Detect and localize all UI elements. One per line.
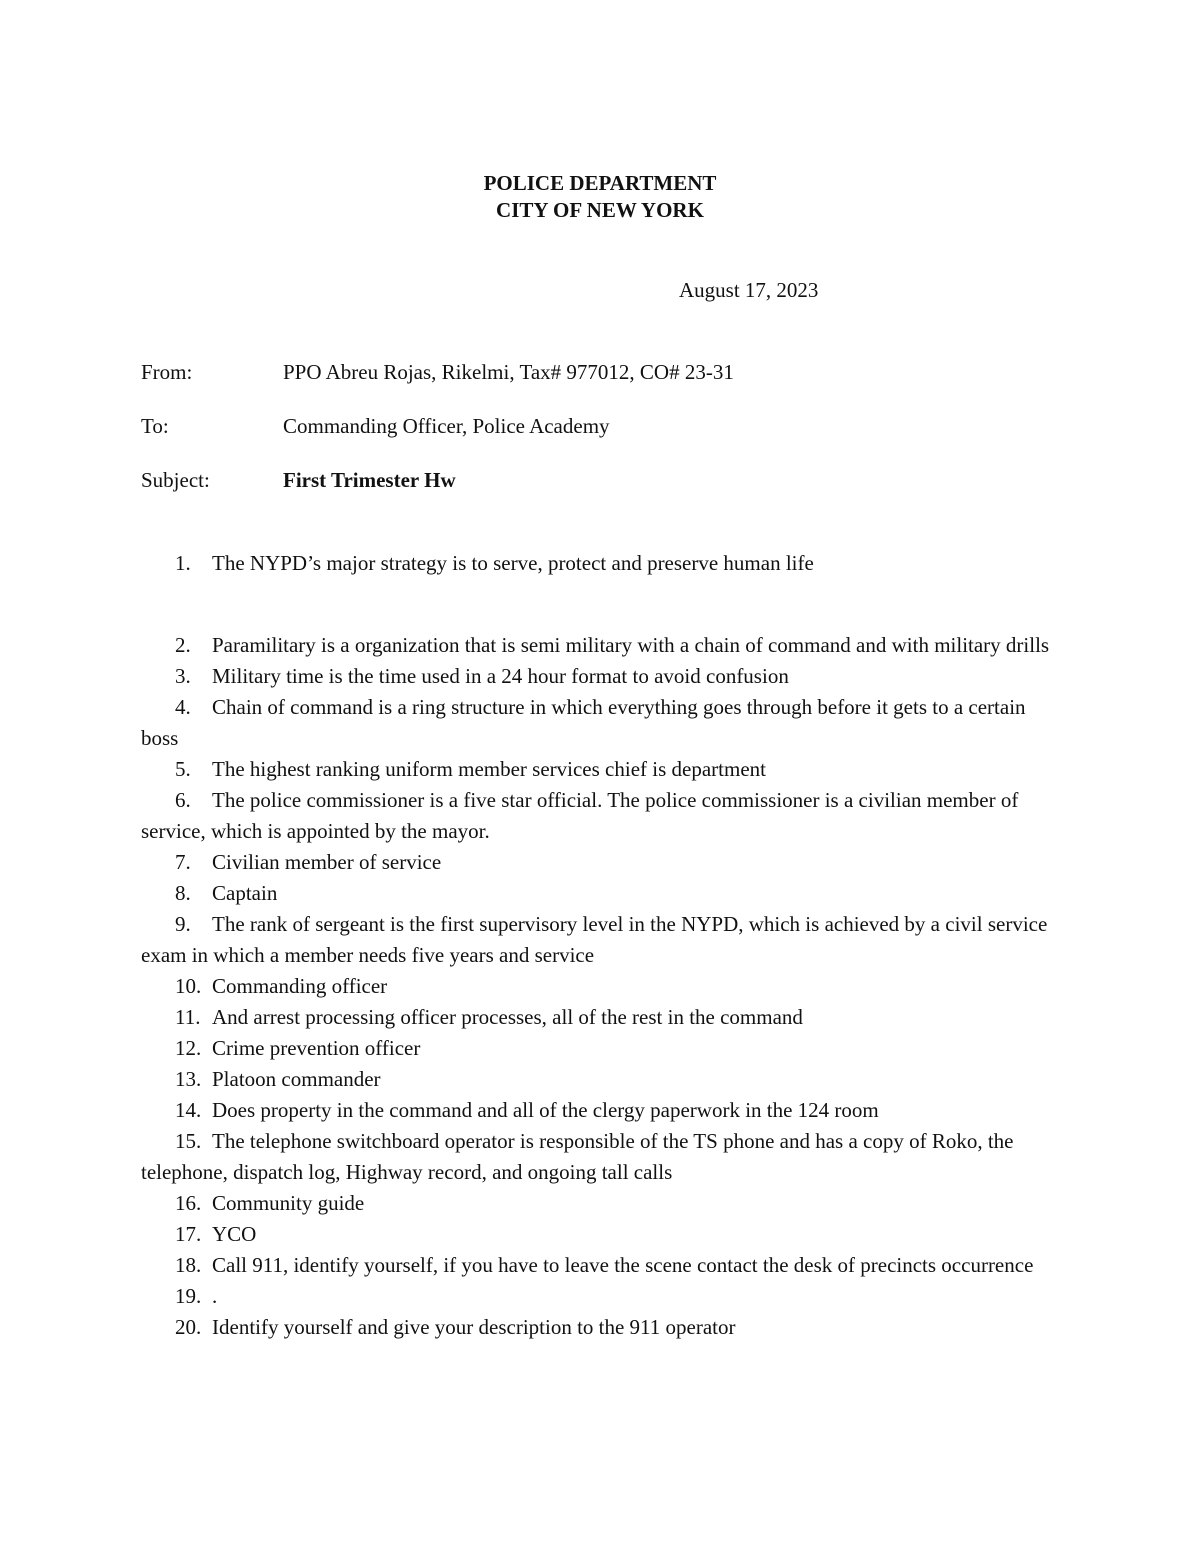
item-text: The telephone switchboard operator is responsible of the TS phone and has a copy of Roko, the telephone, dispatch log, Highway record, and ongoing tall calls [141, 1129, 1014, 1184]
memo-date: August 17, 2023 [679, 278, 819, 302]
item-text: Paramilitary is a organization that is semi military with a chain of command and with military drills [212, 633, 1050, 657]
item-number: 8. [175, 881, 191, 905]
list-item [141, 909, 1061, 971]
from-value: PPO Abreu Rojas, Rikelmi, Tax# 977012, CO# 23-31 [283, 360, 734, 384]
item-text: Does property in the command and all of the clergy paperwork in the 124 room [212, 1098, 879, 1122]
item-text: Military time is the time used in a 24 hour format to avoid confusion [212, 664, 789, 688]
item-text: The police commissioner is a five star official. The police commissioner is a civilian member of service, which is appointed by the mayor. [141, 788, 1019, 843]
list-item [141, 630, 1061, 661]
list-item [141, 754, 1061, 785]
item-number: 13. [175, 1067, 202, 1091]
item-text: Crime prevention officer [212, 1036, 421, 1060]
item-text: Call 911, identify yourself, if you have to leave the scene contact the desk of precincts occurrence [212, 1253, 1034, 1277]
item-number: 3. [175, 664, 191, 688]
list-item [141, 785, 1061, 847]
list-item [141, 1188, 1061, 1219]
list-item [141, 1219, 1061, 1250]
list-item [141, 878, 1061, 909]
item-text: Commanding officer [212, 974, 388, 998]
list-item [141, 1095, 1061, 1126]
list-item [141, 692, 1061, 754]
letterhead [0, 170, 1200, 224]
list-item [141, 1126, 1061, 1188]
item-number: 11. [175, 1005, 201, 1029]
item-number: 6. [175, 788, 191, 812]
item-text: The rank of sergeant is the first supervisory level in the NYPD, which is achieved by a civil service exam in which a member needs five years and service [141, 912, 1048, 967]
answer-list [141, 548, 1061, 1343]
item-text: The NYPD’s major strategy is to serve, protect and preserve human life [212, 551, 814, 575]
item-number: 14. [175, 1098, 202, 1122]
item-number: 10. [175, 974, 202, 998]
from-label: From: [141, 360, 193, 384]
item-text: Chain of command is a ring structure in which everything goes through before it gets to a certain boss [141, 695, 1026, 750]
item-number: 12. [175, 1036, 202, 1060]
item-number: 16. [175, 1191, 202, 1215]
item-text: . [212, 1284, 218, 1308]
list-item [141, 1064, 1061, 1095]
item-number: 18. [175, 1253, 202, 1277]
item-text: The highest ranking uniform member services chief is department [212, 757, 766, 781]
list-item [141, 1250, 1061, 1281]
list-item [141, 847, 1061, 878]
item-text: Captain [212, 881, 278, 905]
list-item [141, 971, 1061, 1002]
item-number: 4. [175, 695, 191, 719]
item-text: Community guide [212, 1191, 365, 1215]
subject-label: Subject: [141, 468, 210, 492]
item-number: 19. [175, 1284, 202, 1308]
spacer [141, 579, 1061, 630]
list-item [141, 1033, 1061, 1064]
list-item [141, 1281, 1061, 1312]
item-text: And arrest processing officer processes, all of the rest in the command [212, 1005, 803, 1029]
item-text: Civilian member of service [212, 850, 442, 874]
subject-value: First Trimester Hw [283, 468, 456, 492]
item-number: 1. [175, 551, 191, 575]
item-text: YCO [212, 1222, 257, 1246]
item-number: 15. [175, 1129, 202, 1153]
letterhead-line-2: CITY OF NEW YORK [496, 198, 704, 222]
list-item [141, 548, 1061, 579]
to-label: To: [141, 414, 169, 438]
item-number: 7. [175, 850, 191, 874]
list-item [141, 1002, 1061, 1033]
to-value: Commanding Officer, Police Academy [283, 414, 610, 438]
item-number: 5. [175, 757, 191, 781]
item-number: 17. [175, 1222, 202, 1246]
item-number: 20. [175, 1315, 202, 1339]
list-item [141, 661, 1061, 692]
letterhead-line-1: POLICE DEPARTMENT [483, 171, 717, 195]
item-text: Identify yourself and give your description to the 911 operator [212, 1315, 736, 1339]
item-number: 2. [175, 633, 191, 657]
item-text: Platoon commander [212, 1067, 381, 1091]
item-number: 9. [175, 912, 191, 936]
list-item [141, 1312, 1061, 1343]
